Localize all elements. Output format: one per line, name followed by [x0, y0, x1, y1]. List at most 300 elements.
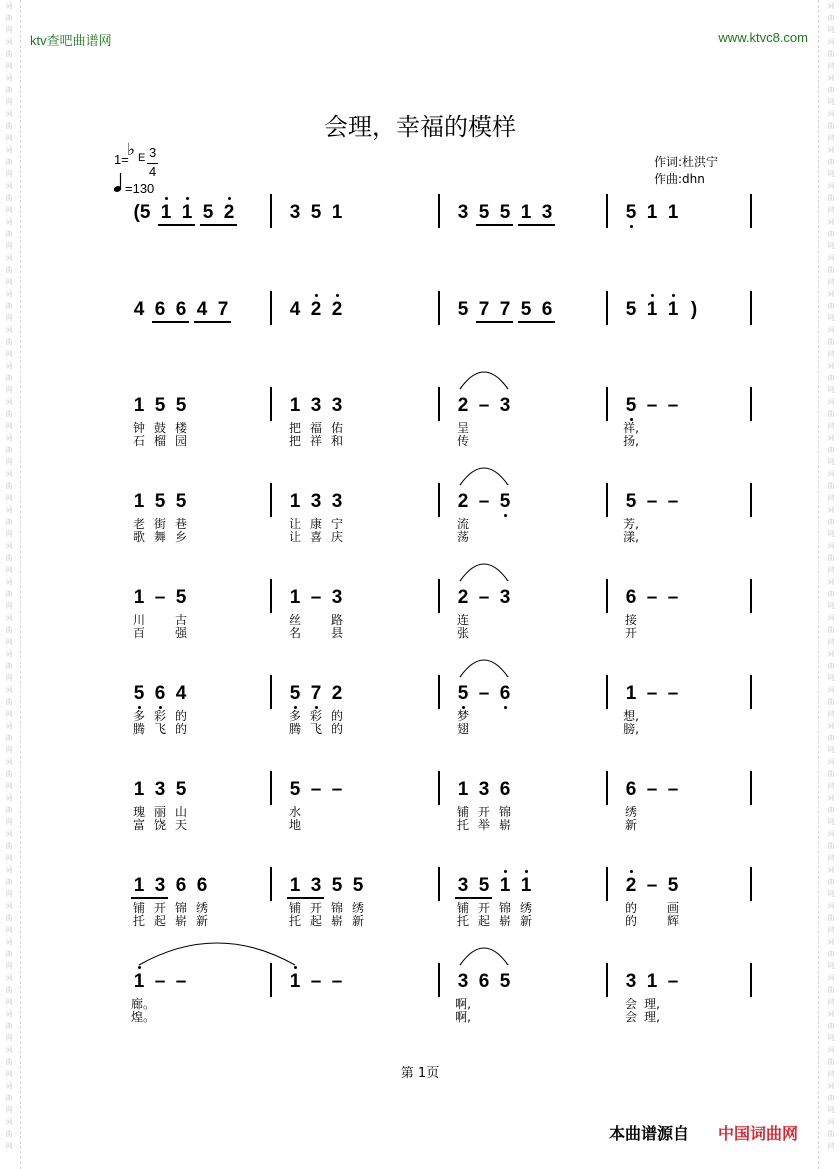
lyric-char: 歌 [132, 530, 145, 544]
watermark-glyph: 曲 [827, 50, 835, 58]
note: 1 [289, 491, 301, 512]
watermark-glyph: 网 [5, 962, 13, 970]
watermark-glyph: 曲 [827, 410, 835, 418]
watermark-glyph: 网 [827, 26, 835, 34]
lyric-char: 县 [330, 626, 343, 640]
watermark-glyph: 网 [5, 242, 13, 250]
lyric-char: 崭 [498, 818, 511, 832]
lyric-char: 的 [174, 722, 187, 736]
note: 1 [289, 875, 301, 896]
watermark-glyph: 词 [5, 938, 13, 946]
header-right-site-link[interactable]: www.ktvc8.com [718, 30, 808, 45]
watermark-glyph: 曲 [5, 230, 13, 238]
watermark-glyph: 曲 [5, 698, 13, 706]
watermark-glyph: 网 [827, 494, 835, 502]
note: 4 [133, 299, 145, 320]
lyric-char: 路 [330, 613, 343, 627]
composer-credit: 作曲:dhn [654, 172, 705, 186]
watermark-glyph: 词 [827, 722, 835, 730]
watermark-glyph: 网 [827, 62, 835, 70]
lyric-char: 飞 [309, 722, 322, 736]
watermark-glyph: 词 [5, 182, 13, 190]
flat-sign: ♭ [127, 140, 136, 159]
note: – [154, 587, 166, 608]
note: 1 [133, 779, 145, 800]
lyric-char: 崭 [498, 914, 511, 928]
watermark-glyph: 网 [5, 1034, 13, 1042]
watermark-glyph: 词 [827, 794, 835, 802]
note: 3 [541, 202, 553, 223]
note: 3 [331, 395, 343, 416]
watermark-glyph: 词 [827, 686, 835, 694]
note: 3 [310, 491, 322, 512]
lyric-char: 绣 [351, 901, 364, 915]
note: 5 [625, 395, 637, 416]
note: – [667, 683, 679, 704]
watermark-glyph: 网 [827, 1142, 835, 1150]
watermark-glyph: 词 [827, 2, 835, 10]
note: 5 [310, 202, 322, 223]
lyric-char: 新 [519, 914, 532, 928]
note: 2 [310, 299, 322, 320]
watermark-glyph: 网 [827, 818, 835, 826]
watermark-glyph: 曲 [827, 266, 835, 274]
watermark-glyph: 曲 [827, 770, 835, 778]
watermark-glyph: 词 [827, 362, 835, 370]
note: 5 [289, 779, 301, 800]
watermark-glyph: 网 [5, 170, 13, 178]
lyric-char: 膀, [623, 722, 639, 736]
lyric-char: 扬, [623, 434, 639, 448]
watermark-glyph: 网 [5, 638, 13, 646]
watermark-glyph: 网 [5, 26, 13, 34]
lyric-char: 啊, [455, 997, 471, 1011]
note: 1 [457, 779, 469, 800]
note: 2 [331, 683, 343, 704]
watermark-glyph: 词 [5, 290, 13, 298]
watermark-glyph: 曲 [5, 122, 13, 130]
watermark-glyph: 曲 [827, 590, 835, 598]
lyric-char: 古 [174, 613, 187, 627]
watermark-glyph: 网 [5, 566, 13, 574]
watermark-glyph: 词 [5, 362, 13, 370]
lyric-char: 的 [330, 722, 343, 736]
watermark-glyph: 词 [827, 434, 835, 442]
lyric-char: 彩 [153, 709, 166, 723]
watermark-glyph: 词 [827, 542, 835, 550]
note: 6 [541, 299, 553, 320]
note: 5 [154, 395, 166, 416]
lyric-char: 开 [153, 901, 166, 915]
lyric-char: 锦 [174, 901, 187, 915]
watermark-glyph: 词 [827, 74, 835, 82]
note: 2 [625, 875, 637, 896]
watermark-glyph: 网 [827, 98, 835, 106]
note: 4 [289, 299, 301, 320]
note: 5 [520, 299, 532, 320]
watermark-glyph: 曲 [827, 194, 835, 202]
note: 6 [154, 299, 166, 320]
watermark-glyph: 词 [5, 2, 13, 10]
watermark-glyph: 词 [827, 830, 835, 838]
watermark-glyph: 词 [827, 182, 835, 190]
watermark-glyph: 曲 [827, 914, 835, 922]
note: ) [690, 299, 698, 320]
watermark-glyph: 网 [5, 1106, 13, 1114]
watermark-glyph: 曲 [827, 878, 835, 886]
note: 3 [154, 779, 166, 800]
lyric-char: 强 [174, 626, 187, 640]
note: – [646, 875, 658, 896]
lyric-char: 锦 [330, 901, 343, 915]
watermark-glyph: 曲 [5, 482, 13, 490]
header-left-site-link[interactable]: ktv查吧曲谱网 [30, 33, 112, 48]
watermark-glyph: 曲 [827, 662, 835, 670]
watermark-glyph: 网 [827, 350, 835, 358]
lyric-char: 庆 [330, 530, 343, 544]
note: (5 [133, 202, 151, 223]
lyric-char: 托 [456, 914, 469, 928]
watermark-glyph: 网 [5, 998, 13, 1006]
lyric-char: 百 [132, 626, 145, 640]
watermark-glyph: 网 [827, 242, 835, 250]
watermark-glyph: 网 [827, 530, 835, 538]
watermark-glyph: 网 [5, 278, 13, 286]
watermark-glyph: 词 [827, 866, 835, 874]
note: 3 [154, 875, 166, 896]
watermark-glyph: 词 [827, 902, 835, 910]
watermark-glyph: 词 [5, 758, 13, 766]
watermark-glyph: 曲 [827, 842, 835, 850]
watermark-glyph: 词 [5, 974, 13, 982]
watermark-glyph: 曲 [5, 338, 13, 346]
lyric-char: 翅 [456, 722, 469, 736]
note: 6 [175, 875, 187, 896]
watermark-glyph: 词 [827, 938, 835, 946]
note: 3 [289, 202, 301, 223]
lyric-char: 的 [174, 709, 187, 723]
slur-arc [460, 564, 508, 581]
note: 7 [310, 683, 322, 704]
note: 5 [175, 491, 187, 512]
watermark-glyph: 曲 [5, 626, 13, 634]
watermark-glyph: 曲 [5, 158, 13, 166]
note: – [478, 683, 490, 704]
watermark-glyph: 网 [827, 1106, 835, 1114]
note: 1 [133, 971, 145, 992]
lyric-char: 崭 [174, 914, 187, 928]
lyric-char: 喜 [309, 530, 322, 544]
lyric-char: 铺 [456, 901, 469, 915]
lyric-char: 饶 [153, 818, 166, 832]
watermark-glyph: 词 [5, 902, 13, 910]
watermark-glyph: 曲 [5, 914, 13, 922]
note: 7 [478, 299, 490, 320]
watermark-glyph: 曲 [5, 590, 13, 598]
watermark-glyph: 网 [827, 602, 835, 610]
note: 5 [457, 299, 469, 320]
slur-arc [460, 372, 508, 389]
note: 5 [352, 875, 364, 896]
watermark-glyph: 词 [5, 74, 13, 82]
lyric-char: 绣 [195, 901, 208, 915]
note: 5 [289, 683, 301, 704]
watermark-glyph: 网 [827, 134, 835, 142]
watermark-glyph: 网 [827, 854, 835, 862]
note: 2 [331, 299, 343, 320]
lyric-char: 想, [623, 709, 639, 723]
watermark-glyph: 网 [5, 314, 13, 322]
watermark-glyph: 曲 [827, 1022, 835, 1030]
watermark-glyph: 词 [827, 254, 835, 262]
lyric-char: 的 [624, 901, 637, 915]
watermark-glyph: 词 [5, 794, 13, 802]
lyric-char: 张 [456, 626, 469, 640]
lyric-char: 丝 [288, 613, 301, 627]
lyric-char: 祥, [623, 421, 639, 435]
watermark-glyph: 曲 [5, 1058, 13, 1066]
watermark-glyph: 网 [5, 206, 13, 214]
watermark-glyph: 网 [5, 62, 13, 70]
lyric-char: 开 [477, 805, 490, 819]
lyric-char: 绣 [519, 901, 532, 915]
note: 2 [457, 587, 469, 608]
note: 6 [478, 971, 490, 992]
watermark-glyph: 网 [827, 170, 835, 178]
lyric-char: 让 [288, 517, 301, 531]
lyric-char: 和 [330, 434, 343, 448]
tempo-value: =130 [125, 181, 155, 196]
slur-arc [460, 660, 508, 677]
watermark-glyph: 曲 [827, 446, 835, 454]
lyric-char: 荡 [456, 530, 469, 544]
watermark-glyph: 曲 [827, 554, 835, 562]
watermark-glyph: 网 [5, 350, 13, 358]
watermark-glyph: 词 [5, 614, 13, 622]
lyric-char: 会 [624, 997, 637, 1011]
watermark-glyph: 曲 [827, 338, 835, 346]
lyric-char: 理, [644, 1010, 660, 1024]
watermark-glyph: 曲 [5, 446, 13, 454]
watermark-glyph: 词 [827, 758, 835, 766]
note: 6 [175, 299, 187, 320]
lyric-char: 呈 [456, 421, 469, 435]
lyric-char: 康 [309, 517, 322, 531]
note: 3 [310, 395, 322, 416]
lyric-char: 流 [456, 517, 469, 531]
note: 5 [499, 202, 511, 223]
watermark-glyph: 网 [5, 134, 13, 142]
watermark-glyph: 词 [5, 146, 13, 154]
watermark-glyph: 词 [5, 1118, 13, 1126]
watermark-glyph: 网 [827, 890, 835, 898]
watermark-glyph: 词 [827, 974, 835, 982]
footer-source-site-link[interactable]: 中国词曲网 [718, 1124, 799, 1143]
footer-source-label: 本曲谱源自 [609, 1124, 690, 1143]
lyric-char: 宁 [330, 517, 343, 531]
note: 1 [520, 202, 532, 223]
lyric-char: 芳, [623, 517, 639, 531]
watermark-glyph: 词 [5, 650, 13, 658]
watermark-glyph: 词 [5, 470, 13, 478]
watermark-glyph: 曲 [5, 86, 13, 94]
watermark-glyph: 曲 [827, 374, 835, 382]
note: 4 [196, 299, 208, 320]
lyric-char: 舞 [153, 530, 166, 544]
watermark-glyph: 词 [827, 1046, 835, 1054]
note: – [667, 395, 679, 416]
key-one-equals: 1= [114, 152, 129, 167]
watermark-glyph: 网 [5, 494, 13, 502]
watermark-glyph: 网 [827, 674, 835, 682]
note: – [310, 587, 322, 608]
note: – [478, 491, 490, 512]
note: 3 [457, 875, 469, 896]
lyric-char: 多 [132, 709, 145, 723]
watermark-glyph: 曲 [5, 14, 13, 22]
watermark-glyph: 词 [827, 110, 835, 118]
note: 5 [478, 875, 490, 896]
lyric-char: 巷 [174, 517, 187, 531]
lyric-char: 福 [309, 421, 322, 435]
note: 3 [499, 395, 511, 416]
note: – [646, 491, 658, 512]
lyric-char: 名 [288, 626, 301, 640]
lyric-char: 祥 [309, 434, 322, 448]
note: 1 [133, 875, 145, 896]
watermark-glyph: 网 [5, 890, 13, 898]
note: 4 [175, 683, 187, 704]
watermark-glyph: 网 [827, 746, 835, 754]
note: 1 [331, 202, 343, 223]
lyric-char: 的 [330, 709, 343, 723]
note: 1 [289, 587, 301, 608]
watermark-glyph: 词 [5, 542, 13, 550]
watermark-glyph: 网 [5, 1142, 13, 1150]
note: 1 [133, 491, 145, 512]
note: 6 [499, 683, 511, 704]
note: 6 [196, 875, 208, 896]
note: – [646, 779, 658, 800]
watermark-glyph: 网 [827, 638, 835, 646]
time-signature-numerator: 3 [149, 145, 157, 160]
watermark-glyph: 曲 [5, 410, 13, 418]
note: 1 [667, 299, 679, 320]
note: 5 [499, 971, 511, 992]
lyric-char: 托 [456, 818, 469, 832]
note: 1 [625, 683, 637, 704]
watermark-glyph: 词 [5, 686, 13, 694]
watermark-glyph: 词 [827, 650, 835, 658]
lyric-char: 连 [456, 613, 469, 627]
watermark-glyph: 网 [5, 782, 13, 790]
lyric-char: 锦 [498, 901, 511, 915]
lyric-char: 新 [351, 914, 364, 928]
note: 5 [625, 491, 637, 512]
note: 1 [181, 202, 193, 223]
watermark-glyph: 词 [5, 434, 13, 442]
watermark-glyph: 网 [5, 602, 13, 610]
lyric-char: 腾 [132, 722, 145, 736]
watermark-glyph: 曲 [5, 734, 13, 742]
note: 3 [331, 491, 343, 512]
watermark-glyph: 词 [5, 218, 13, 226]
note: 1 [520, 875, 532, 896]
watermark-glyph: 网 [5, 746, 13, 754]
lyric-char: 川 [132, 613, 145, 627]
lyric-char: 开 [624, 626, 637, 640]
lyric-char: 开 [309, 901, 322, 915]
watermark-glyph: 曲 [827, 122, 835, 130]
lyric-char: 铺 [288, 901, 301, 915]
note: 1 [289, 971, 301, 992]
watermark-glyph: 词 [827, 398, 835, 406]
watermark-glyph: 曲 [5, 554, 13, 562]
note: 5 [499, 491, 511, 512]
watermark-glyph: 网 [5, 458, 13, 466]
watermark-glyph: 网 [827, 458, 835, 466]
watermark-glyph: 词 [5, 398, 13, 406]
note: 7 [217, 299, 229, 320]
note: 6 [625, 587, 637, 608]
lyric-char: 画 [666, 901, 679, 915]
note: 5 [625, 299, 637, 320]
watermark-glyph: 词 [5, 254, 13, 262]
watermark-glyph: 曲 [827, 14, 835, 22]
watermark-glyph: 词 [827, 326, 835, 334]
watermark-glyph: 词 [827, 146, 835, 154]
lyric-char: 天 [174, 818, 187, 832]
watermark-glyph: 词 [827, 290, 835, 298]
lyric-char: 举 [477, 818, 490, 832]
watermark-glyph: 词 [827, 218, 835, 226]
watermark-glyph: 曲 [827, 806, 835, 814]
watermark-glyph: 网 [827, 926, 835, 934]
watermark-glyph: 网 [827, 422, 835, 430]
lyric-char: 铺 [456, 805, 469, 819]
watermark-glyph: 曲 [827, 302, 835, 310]
note: 1 [289, 395, 301, 416]
lyric-char: 起 [477, 914, 490, 928]
lyric-char: 鼓 [153, 421, 166, 435]
lyric-char: 让 [288, 530, 301, 544]
watermark-glyph: 曲 [827, 1130, 835, 1138]
lyric-char: 街 [153, 517, 166, 531]
lyric-char: 铺 [132, 901, 145, 915]
note: 2 [457, 395, 469, 416]
watermark-glyph: 曲 [827, 158, 835, 166]
watermark-glyph: 曲 [827, 518, 835, 526]
watermark-glyph: 网 [827, 1070, 835, 1078]
note: 3 [499, 587, 511, 608]
lyric-char: 接 [624, 613, 637, 627]
note: – [331, 971, 343, 992]
note: 1 [160, 202, 172, 223]
note: 5 [478, 202, 490, 223]
lyric-char: 楼 [174, 421, 187, 435]
note: 6 [154, 683, 166, 704]
lyric-char: 飞 [153, 722, 166, 736]
watermark-glyph: 网 [5, 674, 13, 682]
watermark-glyph: 曲 [5, 1094, 13, 1102]
page-number: 第 1页 [400, 1066, 440, 1081]
note: – [646, 683, 658, 704]
tie-arc [139, 943, 295, 965]
lyric-char: 彩 [309, 709, 322, 723]
note: 1 [667, 202, 679, 223]
note: 5 [457, 683, 469, 704]
watermark-glyph: 词 [827, 614, 835, 622]
